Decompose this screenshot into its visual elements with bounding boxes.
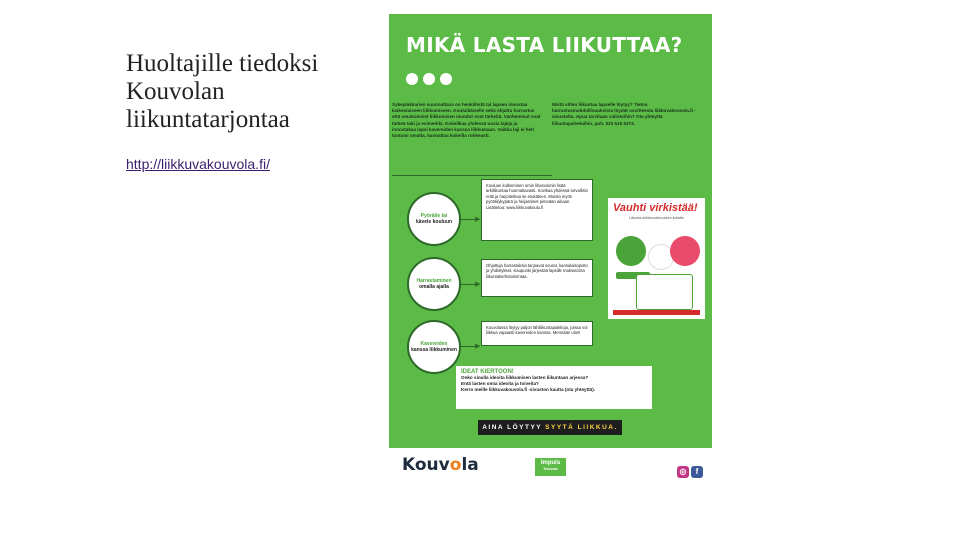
intro-left-text: Sykeplakkarien suunnattava on henkilöstä tai lapsen innostaa kaikenlaiseen liikkumiseen. Kouluikäiselle sekä ohjattu harrastus että omatoimiset liikkumisen muodot ovat tärkeitä. Vanhemmat ovat tärkeä tuki ja esimerkki. Kokeilkaa yhdessä uusia lajeja ja innostakaa lapsi kavereiden kanssa liikkumaan. Vaikka laji ei heti tuntuisi omalta, kannattaa kokeilla rohkeasti. (392, 102, 541, 139)
circle-friends-bottom: kanssa liikkuminen (411, 347, 457, 353)
slide-title-line-1: Huoltajille tiedoksi (126, 50, 319, 77)
vauhti-title: Vauhti virkistää! (613, 202, 698, 214)
info-box-friends: Kouvolassa löytyy paljon lähiliikuntapaikkoja, joissa voi liikkua vapaasti kavereiden kanssa. Mennään ulos! (481, 321, 593, 346)
kouvola-logo-part: la (461, 455, 479, 475)
ideat-line-3: Kerro meille liikkuvakouvola.fi -sivuston kautta (ota yhteyttä). (461, 387, 596, 392)
dot-icon (406, 73, 418, 85)
poster-title: MIKÄ LASTA LIIKUTTAA? (406, 33, 683, 57)
kouvola-logo-accent: o (449, 455, 462, 475)
impuls-logo-text: Impuls (540, 460, 561, 466)
flyer-info-box (636, 274, 693, 310)
vauhti-virkistaa-flyer (608, 198, 705, 319)
flyer-circle-pink (670, 236, 700, 266)
ideat-kiertoon-box (456, 366, 652, 409)
kouvola-logo (402, 455, 479, 475)
vauhti-subtitle: Liikunta-aktiivisuutta kaiken ikäisille (629, 216, 684, 220)
poster (389, 14, 712, 448)
arrow-right-icon: ▶ (475, 216, 481, 223)
arrow-right-icon: ▶ (475, 281, 481, 288)
slide-title-line-2: Kouvolan (126, 78, 225, 105)
circle-hobby (407, 257, 461, 311)
circle-hobby-top: Harrastaminen (416, 278, 452, 284)
poster-footer-banner (478, 420, 622, 435)
circle-walk-bike-bottom: kävele kouluun (415, 219, 453, 225)
facebook-icon[interactable]: f (691, 466, 703, 478)
instagram-icon[interactable]: ◎ (677, 466, 689, 478)
flyer-footer-strip (613, 310, 700, 315)
info-box-hobby: Ohjattuja harrastuksia tarjoavat seurat, kansalaisopisto ja yhdistykset. Kaupunki järjestää lapsille maksutonta liikuntakerhotoimintaa. (481, 259, 593, 297)
impuls-logo-sub: Kouvola (543, 467, 558, 471)
arrow-right-icon: ▶ (475, 343, 481, 350)
footer-accent-text: SYYTÄ LIIKKUA. (545, 424, 618, 431)
footer-main-text: AINA LÖYTYY (482, 424, 543, 431)
circle-friends-top: Kavereiden (420, 341, 448, 347)
slide-title-line-3: liikuntatarjontaa (126, 106, 290, 133)
dot-icon (423, 73, 435, 85)
decorative-dots (406, 72, 457, 90)
flyer-circle-green (616, 236, 646, 266)
info-box-walk-bike: Kouluun kulkeminen omin lihasvoimin lisää arkiliikuntaa huomattavasti. Sovikaa yhdessä turvallisin reitti ja harjoitelkaa se etukäteen. Muista myös pyöräilykypärä ja heijastimet pimeään aikaan. Lisätietoa: www.liikkuvakoulu.fi (481, 179, 593, 241)
circle-hobby-bottom: omalla ajalla (419, 284, 449, 290)
intro-right-text: Mistä sitten liikuntaa lapselle löytyy? Tietoa harrastusmahdollisuuksista löydät osoitteesta liikkuvakouvola.fi -sivustolta. Apua tarvitaan valintoihin? Ota yhteyttä liikuntapalveluihin, puh. 020 615 5374. (552, 102, 696, 126)
circle-friends (407, 320, 461, 374)
circle-walk-bike (407, 192, 461, 246)
ideat-line-1: Onko sinulla ideoita liikkumisen lasten liikuntaan arjessa? (461, 375, 589, 380)
circle-walk-bike-top: Pyöräile tai (420, 213, 448, 219)
dot-icon (440, 73, 452, 85)
ideat-heading: IDEAT KIERTOON! (461, 369, 514, 375)
slide-title (126, 50, 376, 134)
liikkuva-kouvola-link[interactable]: http://liikkuvakouvola.fi/ (126, 156, 270, 172)
social-icons (677, 461, 705, 479)
ideat-line-2: Entä lasten omia ideoita ja toiveita? (461, 381, 539, 386)
impuls-logo (535, 458, 566, 476)
kouvola-logo-part: Kouv (402, 455, 450, 475)
divider (392, 175, 552, 176)
